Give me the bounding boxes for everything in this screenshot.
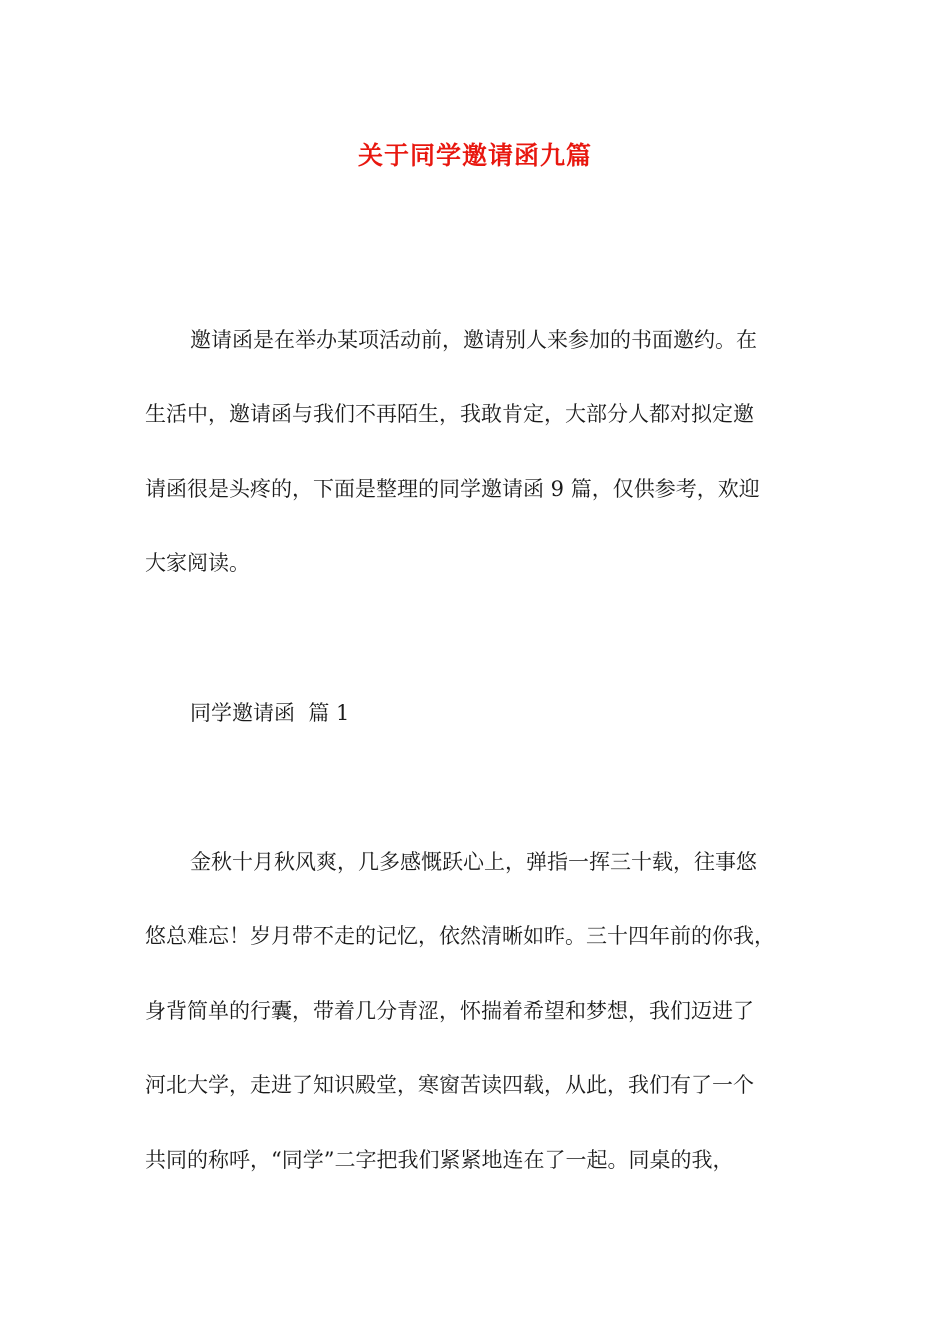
- body-line: 共同的称呼，“同学”二字把我们紧紧地连在了一起。同桌的我，: [145, 1148, 734, 1172]
- document-title: 关于同学邀请函九篇: [357, 141, 592, 170]
- intro-line: 大家阅读。: [145, 551, 250, 575]
- intro-line: 邀请函是在举办某项活动前，邀请别人来参加的书面邀约。在: [190, 328, 757, 352]
- body-line: 悠总难忘！岁月带不走的记忆，依然清晰如昨。三十四年前的你我，: [145, 924, 775, 948]
- body-line: 河北大学，走进了知识殿堂，寒窗苦读四载，从此，我们有了一个: [145, 1073, 754, 1097]
- intro-line: 生活中，邀请函与我们不再陌生，我敢肯定，大部分人都对拟定邀: [145, 402, 754, 426]
- body-line: 金秋十月秋风爽，几多感慨跃心上，弹指一挥三十载，往事悠: [190, 850, 757, 874]
- body-line: 身背简单的行囊，带着几分青涩，怀揣着希望和梦想，我们迈进了: [145, 999, 754, 1023]
- section-heading: 同学邀请函 篇 1: [190, 701, 350, 725]
- intro-line: 请函很是头疼的，下面是整理的同学邀请函 9 篇，仅供参考，欢迎: [145, 477, 760, 501]
